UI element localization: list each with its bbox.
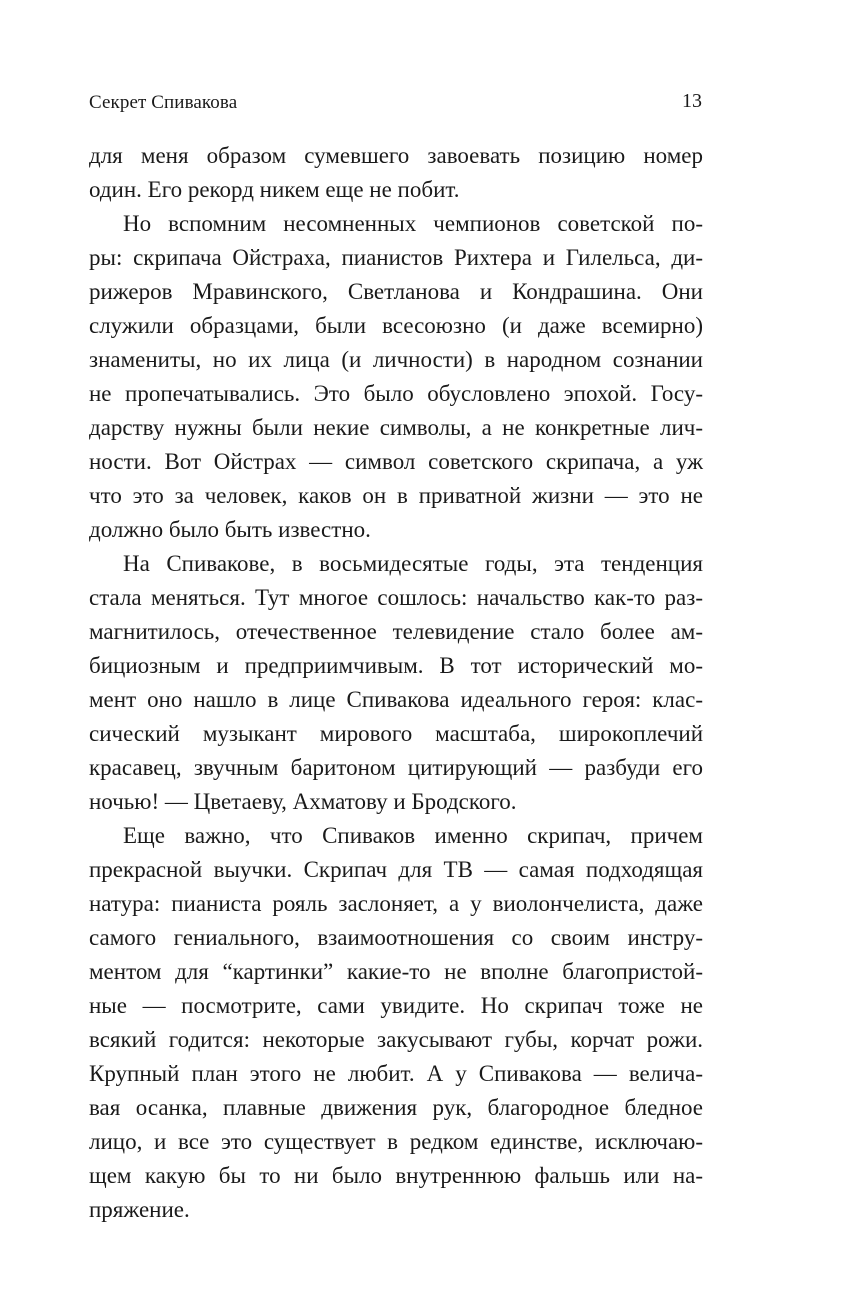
text-line: для меня образом сумевшего завоевать позицию номер [89, 143, 703, 168]
text-line: ные — посмотрите, сами увидите. Но скрипач тоже не [89, 993, 703, 1018]
text-line: На Спивакове, в восьмидесятые годы, эта тенденция [123, 551, 703, 576]
text-line: не пропечатывались. Это было обусловлено эпохой. Госу- [89, 381, 703, 406]
text-line: ментом для “картинки” какие-то не вполне благопристой- [89, 959, 703, 984]
text-line: Еще важно, что Спиваков именно скрипач, причем [123, 823, 703, 848]
text-line: магнитилось, отечественное телевидение стало более ам- [89, 619, 703, 644]
text-line: всякий годится: некоторые закусывают губы, корчат рожи. [89, 1027, 703, 1052]
text-line: Но вспомним несомненных чемпионов советской по- [123, 211, 703, 236]
text-line: самого гениального, взаимоотношения со своим инстру- [89, 925, 703, 950]
paragraph [89, 139, 703, 207]
text-line: бициозным и предприимчивым. В тот исторический мо- [89, 653, 703, 678]
text-line: ности. Вот Ойстрах — символ советского скрипача, а уж [89, 449, 703, 474]
text-line: красавец, звучным баритоном цитирующий — разбуди его [89, 755, 703, 780]
text-line: вая осанка, плавные движения рук, благородное бледное [89, 1095, 703, 1120]
text-line: стала меняться. Тут многое сошлось: начальство как-то раз- [89, 585, 703, 610]
text-line: ночью! — Цветаеву, Ахматову и Бродского. [89, 789, 517, 814]
text-line: пряжение. [89, 1197, 190, 1222]
text-line: ры: скрипача Ойстраха, пианистов Рихтера и Гилельса, ди- [89, 245, 703, 270]
text-line: дарству нужны были некие символы, а не конкретные лич- [89, 415, 703, 440]
text-line: Крупный план этого не любит. А у Спивакова — велича- [89, 1061, 703, 1086]
page-number: 13 [682, 90, 702, 112]
text-line: натура: пианиста рояль заслоняет, а у виолончелиста, даже [89, 891, 703, 916]
paragraph [89, 207, 703, 547]
text-line: служили образцами, были всесоюзно (и даже всемирно) [89, 313, 703, 338]
running-title: Секрет Спивакова [89, 92, 238, 113]
paragraph [89, 547, 703, 819]
text-line: лицо, и все это существует в редком единстве, исключаю- [89, 1129, 703, 1154]
paragraph [89, 819, 703, 1227]
text-line: что это за человек, каков он в приватной жизни — это не [89, 483, 703, 508]
text-line: щем какую бы то ни было внутреннюю фальшь или на- [89, 1163, 703, 1188]
text-line: прекрасной выучки. Скрипач для ТВ — самая подходящая [89, 857, 703, 882]
text-line: должно было быть известно. [89, 517, 371, 542]
text-line: сический музыкант мирового масштаба, широкоплечий [89, 721, 703, 746]
text-line: мент оно нашло в лице Спивакова идеального героя: клас- [89, 687, 703, 712]
text-line: рижеров Мравинского, Светланова и Кондрашина. Они [89, 279, 703, 304]
text-line: один. Его рекорд никем еще не побит. [89, 177, 460, 202]
body-text [89, 139, 703, 1227]
text-line: знамениты, но их лица (и личности) в народном сознании [89, 347, 703, 372]
